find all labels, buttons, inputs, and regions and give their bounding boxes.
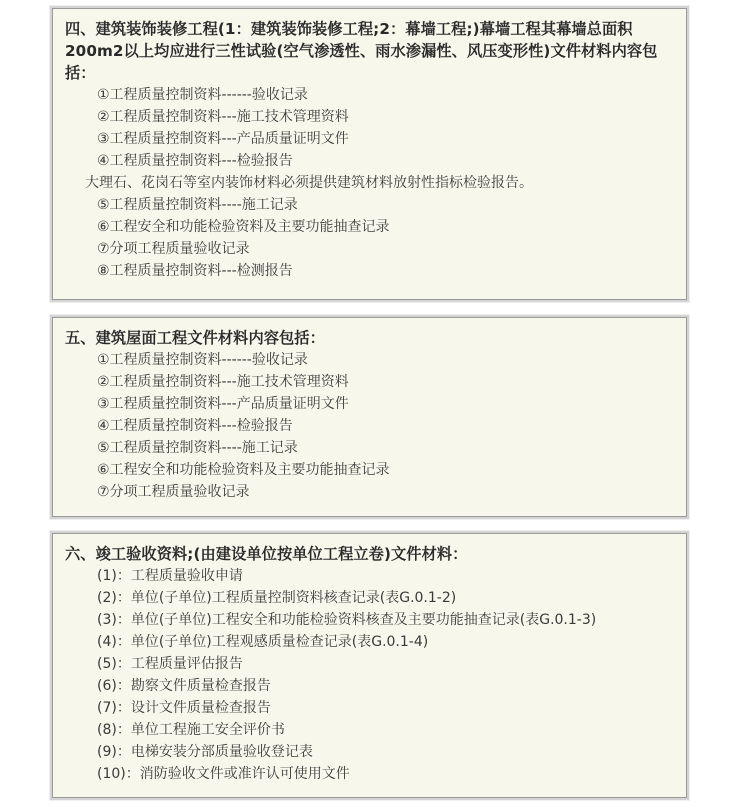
list-item: (3)：单位(子单位)工程安全和功能检验资料核查及主要功能抽查记录(表G.0.1-3)	[97, 612, 597, 628]
section-6-title: 六、竣工验收资料;(由建设单位按单位工程立卷)文件材料：	[65, 545, 468, 563]
list-item: ③工程质量控制资料---产品质量证明文件	[97, 131, 349, 147]
list-item: ④工程质量控制资料---检验报告	[97, 418, 293, 434]
list-item: ⑦分项工程质量验收记录	[97, 241, 250, 257]
list-item: (10)：消防验收文件或准许认可使用文件	[97, 766, 350, 782]
list-item: ①工程质量控制资料------验收记录	[97, 87, 308, 103]
list-item: (4)：单位(子单位)工程观感质量检查记录(表G.0.1-4)	[97, 634, 429, 650]
section-5-box	[52, 317, 687, 517]
list-item: (7)：设计文件质量检查报告	[97, 700, 271, 716]
list-item: ⑧工程质量控制资料---检测报告	[97, 263, 293, 279]
list-item: ②工程质量控制资料---施工技术管理资料	[97, 374, 349, 390]
list-item: (6)：勘察文件质量检查报告	[97, 678, 271, 694]
section-5-list	[65, 349, 672, 503]
list-item: ②工程质量控制资料---施工技术管理资料	[97, 109, 349, 125]
section-5-title: 五、建筑屋面工程文件材料内容包括：	[65, 329, 325, 347]
list-item: ⑤工程质量控制资料----施工记录	[97, 197, 298, 213]
list-item: ③工程质量控制资料---产品质量证明文件	[97, 396, 349, 412]
list-item: (2)：单位(子单位)工程质量控制资料核查记录(表G.0.1-2)	[97, 590, 457, 606]
list-item: ⑥工程安全和功能检验资料及主要功能抽查记录	[97, 219, 390, 235]
section-6-box	[52, 533, 687, 798]
section-4-title: 四、建筑装饰装修工程(1：建筑装饰装修工程;2：幕墙工程;)幕墙工程其幕墙总面积200m2以上均应进行三性试验(空气渗透性、雨水渗漏性、风压变形性)文件材料内容包括：	[65, 20, 658, 82]
section-6-list	[65, 565, 672, 785]
list-item: ⑥工程安全和功能检验资料及主要功能抽查记录	[97, 462, 390, 478]
section-4-list	[65, 84, 672, 282]
list-item: ①工程质量控制资料------验收记录	[97, 352, 308, 368]
list-item: ④工程质量控制资料---检验报告	[97, 153, 293, 169]
list-item-note: 大理石、花岗石等室内装饰材料必须提供建筑材料放射性指标检验报告。	[85, 175, 533, 191]
list-item: ⑤工程质量控制资料----施工记录	[97, 440, 298, 456]
list-item: (5)：工程质量评估报告	[97, 656, 243, 672]
list-item: (9)：电梯安装分部质量验收登记表	[97, 744, 313, 760]
list-item: (8)：单位工程施工安全评价书	[97, 722, 285, 738]
list-item: (1)：工程质量验收申请	[97, 568, 243, 584]
section-4-box	[52, 8, 687, 300]
list-item: ⑦分项工程质量验收记录	[97, 484, 250, 500]
